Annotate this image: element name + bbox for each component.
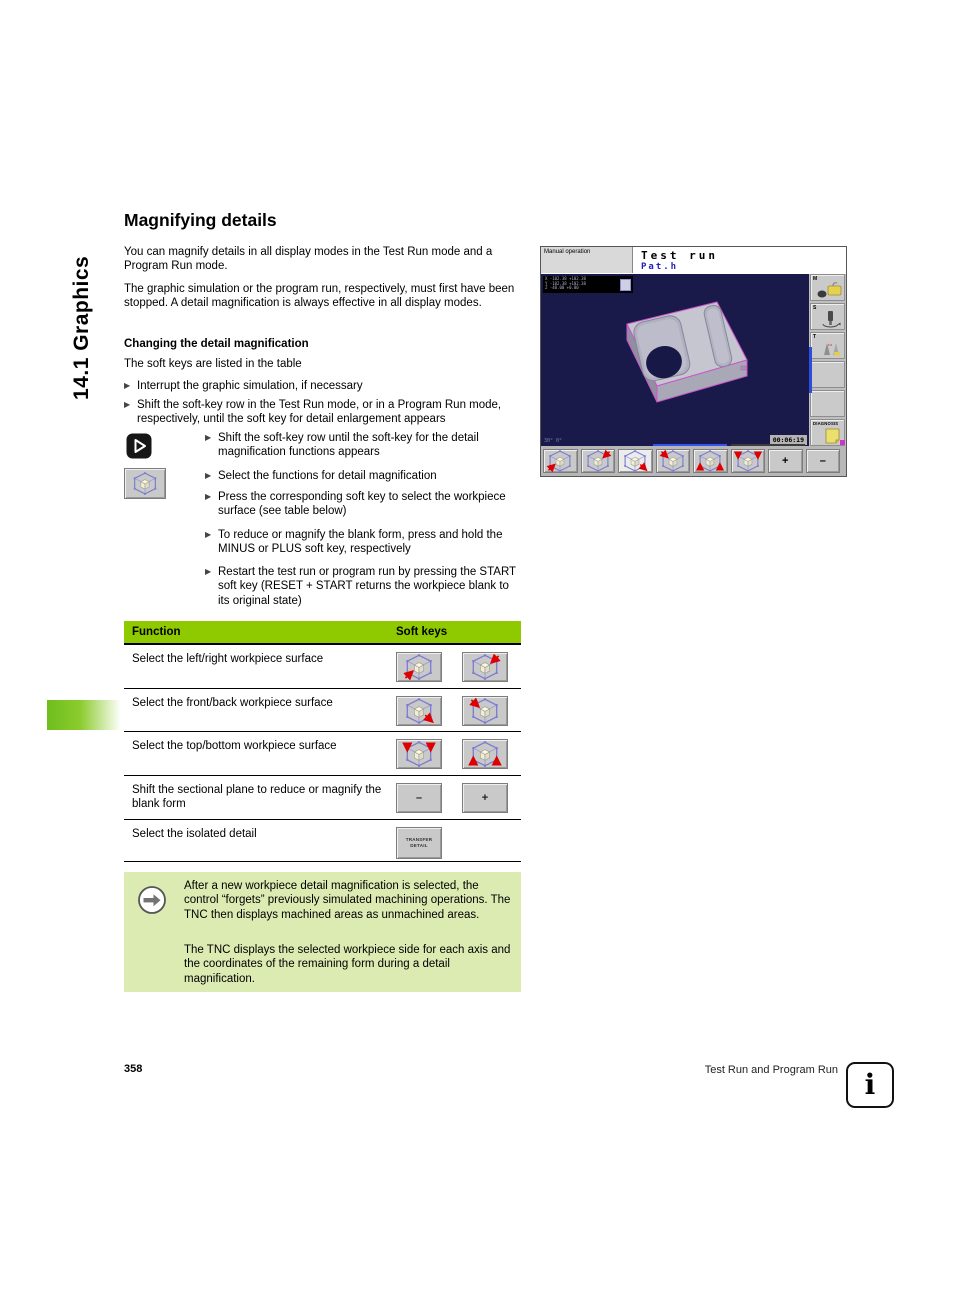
- bullet-icon: ▶: [205, 530, 212, 539]
- step-text: Select the functions for detail magnification: [218, 470, 437, 482]
- bullet-item: [124, 398, 522, 427]
- bullet-icon: ▶: [205, 433, 212, 442]
- step-text: Restart the test run or program run by pressing the START soft key (RESET + START returns the workpiece blank to its original state): [218, 566, 516, 607]
- coord-line: X -102.38 +102.38: [545, 276, 586, 281]
- softkey-bottom-surface: [693, 449, 728, 473]
- m-functions-icon: [817, 281, 843, 299]
- softkey-m-functions: [810, 274, 845, 301]
- view-angle-readout: 30° 0°: [544, 438, 563, 444]
- workpiece-3d-view: [555, 282, 795, 437]
- softkey-front-surface-selected: [618, 449, 653, 473]
- machining-time-readout: 00:06:19: [770, 435, 807, 445]
- bullet-icon: ▶: [124, 381, 131, 390]
- tnc-header: [541, 247, 846, 275]
- softkey-label: DIAGNOSIS: [813, 421, 839, 426]
- step-item: [205, 565, 523, 608]
- softkey-minus: –: [806, 449, 841, 473]
- detail-magnification-softkey-icon: [124, 468, 166, 499]
- function-text: Shift the sectional plane to reduce or magnify the blank form: [132, 784, 382, 810]
- softkey-front-surface-icon: [396, 696, 442, 726]
- info-icon-glyph: i: [864, 1068, 876, 1101]
- note-box: [124, 872, 521, 992]
- bullet-item: [124, 379, 522, 393]
- footer-section-title: Test Run and Program Run: [704, 1064, 838, 1076]
- softkey-back-surface: [656, 449, 691, 473]
- table-header: [124, 621, 521, 645]
- softkey-minus: –: [396, 783, 442, 813]
- function-text: Select the top/bottom workpiece surface: [132, 740, 337, 752]
- softkey-top-surface: [731, 449, 766, 473]
- softkey-transfer-line1: TRANSFER: [405, 837, 433, 842]
- softkey-bottom-surface-icon: [462, 739, 508, 769]
- table-header-softkeys: Soft keys: [396, 626, 448, 638]
- bullet-text: Interrupt the graphic simulation, if necessary: [137, 380, 363, 392]
- softkey-right-surface-icon: [462, 652, 508, 682]
- step-item: [205, 469, 523, 483]
- tnc-softkey-row: [541, 446, 846, 476]
- bullet-text: Shift the soft-key row in the Test Run mode, or in a Program Run mode, respectively, until the soft key for detail enlargement appears: [137, 399, 502, 426]
- softkey-empty: [810, 361, 845, 388]
- bullet-icon: ▶: [205, 471, 212, 480]
- step-text: Press the corresponding soft key to select the workpiece surface (see table below): [218, 491, 506, 518]
- tnc-screenshot: [540, 246, 847, 477]
- bullet-icon: ▶: [124, 400, 131, 409]
- sidebar-scroll-indicator: [809, 347, 812, 393]
- table-row: [124, 732, 521, 776]
- info-arrow-icon: [137, 885, 167, 920]
- step-text: To reduce or magnify the blank form, press and hold the MINUS or PLUS soft key, respectively: [218, 529, 503, 556]
- softkey-label: T: [813, 334, 817, 340]
- softkey-left-surface: [543, 449, 578, 473]
- info-icon: [846, 1062, 894, 1108]
- tnc-mode-label: Manual operation: [541, 247, 633, 273]
- spindle-icon: [817, 310, 843, 328]
- bullet-icon: ▶: [205, 567, 212, 576]
- softkey-spindle: [810, 303, 845, 330]
- table-row: [124, 645, 521, 689]
- softkey-tool-table: [810, 332, 845, 359]
- table-header-function: Function: [132, 626, 181, 638]
- tnc-program-name: Pat.h: [641, 262, 679, 272]
- softkey-plus: +: [462, 783, 508, 813]
- coord-line: Y -102.38 +102.38: [545, 280, 586, 286]
- softkey-label: S: [813, 305, 817, 311]
- softkey-plus: +: [768, 449, 803, 473]
- note-paragraph-2: The TNC displays the selected workpiece side for each axis and the coordinates of the remaining form during a detail magnification.: [184, 944, 511, 985]
- intro-paragraph-2: The graphic simulation or the program run, respectively, must first have been stopped. A detail magnification is always effective in all display modes.: [124, 283, 515, 310]
- table-row: [124, 776, 521, 820]
- softkey-label: M: [813, 276, 818, 282]
- shift-softkey-row-key-icon: [126, 433, 152, 459]
- step-item: [205, 490, 523, 519]
- page-number: 358: [124, 1063, 143, 1075]
- intro-paragraph-1: You can magnify details in all display modes in the Test Run mode and a Program Run mode.: [124, 246, 493, 273]
- tnc-screen-title: Test run: [641, 249, 718, 262]
- chapter-label: 14.1 Graphics: [70, 255, 93, 400]
- softkeys-table: [124, 621, 521, 862]
- softkey-right-surface: [581, 449, 616, 473]
- step-text: Shift the soft-key row until the soft-key for the detail magnification functions appears: [218, 432, 479, 459]
- step-item: [205, 528, 523, 557]
- page-title: Magnifying details: [124, 210, 277, 230]
- coord-line: Z -40.00 +0.00: [545, 285, 579, 291]
- chapter-tab-marker: [47, 700, 121, 730]
- function-text: Select the isolated detail: [132, 828, 257, 840]
- softkey-empty: [810, 390, 845, 417]
- subheading-note: The soft keys are listed in the table: [124, 358, 302, 370]
- softkey-transfer-detail: [396, 827, 442, 859]
- tnc-graphics-area: [541, 274, 809, 446]
- table-row: [124, 820, 521, 862]
- softkey-transfer-line2: DETAIL: [410, 843, 428, 848]
- function-text: Select the left/right workpiece surface: [132, 653, 324, 665]
- cursor-marker: [840, 440, 845, 445]
- softkey-top-surface-icon: [396, 739, 442, 769]
- softkey-left-surface-icon: [396, 652, 442, 682]
- subheading: Changing the detail magnification: [124, 338, 309, 350]
- softkey-back-surface-icon: [462, 696, 508, 726]
- function-text: Select the front/back workpiece surface: [132, 697, 333, 709]
- note-paragraph-1: After a new workpiece detail magnification is selected, the control “forgets” previously simulated machining operations. The TNC then displays machined areas as unmachined areas.: [184, 880, 511, 921]
- bullet-icon: ▶: [205, 492, 212, 501]
- table-row: [124, 689, 521, 732]
- tool-icon: [817, 339, 843, 357]
- step-item: [205, 431, 523, 460]
- tnc-sidebar: [809, 274, 846, 446]
